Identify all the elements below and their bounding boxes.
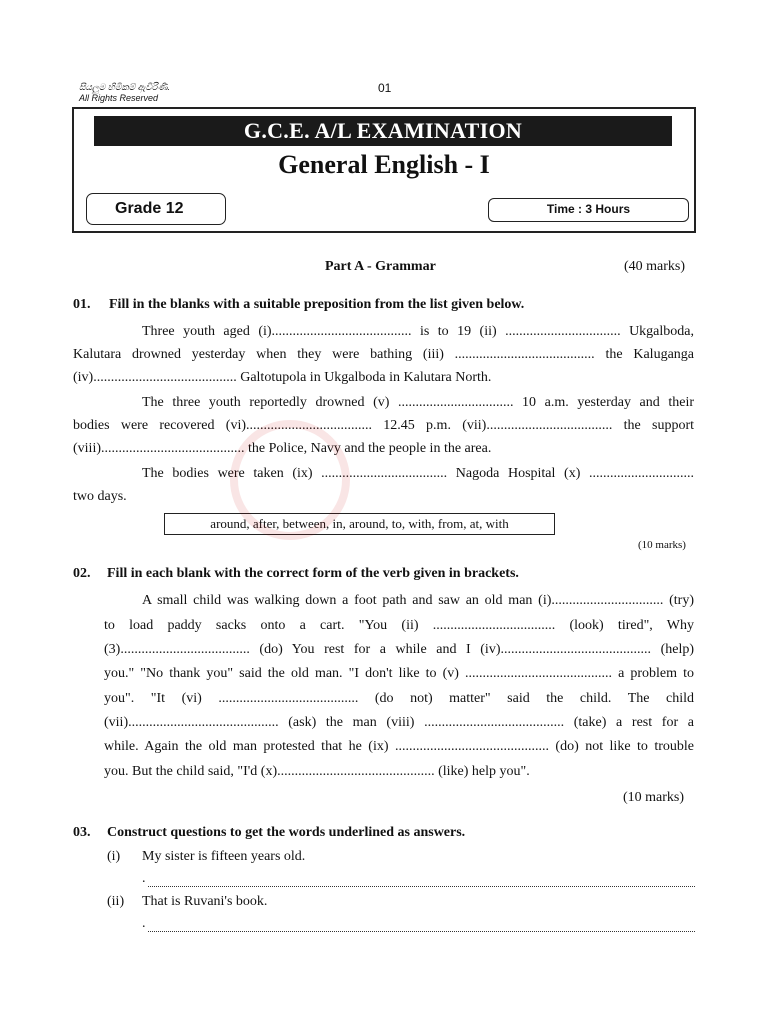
q1-number: 01. <box>73 297 91 312</box>
rights-sinhala: සියලුම හිමිකම් ඇවිරිණි. <box>79 82 170 92</box>
q2-marks: (10 marks) <box>623 790 685 805</box>
preposition-list-box: around, after, between, in, around, to, with, from, at, with <box>164 513 555 535</box>
q2-line: (vii)........................................... (ask) the man (viii) ........................................ (take) a rest for a <box>104 715 694 730</box>
subject-title: General English - I <box>278 150 490 179</box>
answer-line <box>148 886 695 887</box>
q2-number: 02. <box>73 566 91 581</box>
q1-line: The bodies were taken (ix) .................................... Nagoda Hospital (x) .............................. <box>142 466 694 481</box>
q1-line: The three youth reportedly drowned (v) ................................. 10 a.m. yesterday and their <box>142 395 694 410</box>
part-title: Part A - Grammar <box>325 259 436 274</box>
q2-line: to load paddy sacks onto a cart. "You (ii) ................................... (look) tired", Why <box>104 618 694 633</box>
rights-english: All Rights Reserved <box>79 93 159 103</box>
q2-line: while. Again the old man protested that he (ix) ............................................ (do) not like to trouble <box>104 739 694 754</box>
q3-number: 03. <box>73 825 91 840</box>
page-number: 01 <box>378 81 392 95</box>
q2-line: you." "No thank you" said the old man. "I don't like to (v) .......................................... a problem to <box>104 666 694 681</box>
q1-instruction: Fill in the blanks with a suitable preposition from the list given below. <box>109 297 525 312</box>
q2-line: you". "It (vi) ........................................ (do not) matter" said the child. The child <box>104 691 694 706</box>
answer-prefix: . <box>142 916 146 931</box>
q1-line: two days. <box>73 489 127 504</box>
q2-instruction: Fill in each blank with the correct form of the verb given in brackets. <box>107 566 519 581</box>
q2-line: (3)..................................... (do) You rest for a while and I (iv)........................................... (help) <box>104 642 694 657</box>
q1-line: Kalutara drowned yesterday when they were bathing (iii) ........................................ the Kaluganga <box>73 347 694 362</box>
q3-instruction: Construct questions to get the words underlined as answers. <box>107 825 466 840</box>
q3-item-label: (ii) <box>107 894 125 909</box>
q1-line: Three youth aged (i)........................................ is to 19 (ii) ................................. Ukgalboda, <box>142 324 694 339</box>
part-marks: (40 marks) <box>624 259 686 274</box>
q1-line: bodies were recovered (vi).................................... 12.45 p.m. (vii).................................... the support <box>73 418 694 433</box>
answer-prefix: . <box>142 871 146 886</box>
q1-line: (iv)......................................... Galtotupola in Ukgalboda in Kalutara North. <box>73 370 492 385</box>
watermark-seal <box>230 420 350 540</box>
q3-item-label: (i) <box>107 849 121 864</box>
q1-line: (viii)......................................... the Police, Navy and the people in the area. <box>73 441 492 456</box>
answer-line <box>148 931 695 932</box>
grade-box: Grade 12 <box>86 193 226 225</box>
q3-item-text: That is Ruvani's book. <box>142 894 268 909</box>
q2-line: A small child was walking down a foot path and saw an old man (i)................................ (try) <box>142 593 694 608</box>
exam-banner: G.C.E. A/L EXAMINATION <box>94 116 672 146</box>
q2-line: you. But the child said, "I'd (x)............................................. (like) help you". <box>104 764 530 779</box>
time-box: Time : 3 Hours <box>488 198 689 222</box>
q1-marks: (10 marks) <box>638 539 686 551</box>
rights-notice <box>79 82 170 104</box>
q3-item-text: My sister is fifteen years old. <box>142 849 306 864</box>
